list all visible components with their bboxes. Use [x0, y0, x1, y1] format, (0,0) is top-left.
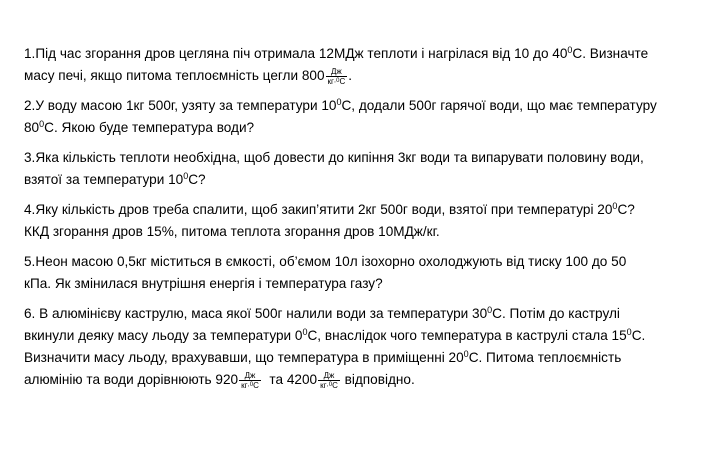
problem-2-line-1: 2.У воду масою 1кг 500г, узяту за температури $10^0С$, додали 500г гарячої води, що має температуру [24, 97, 657, 113]
degree-superscript: 0 [183, 171, 189, 181]
degree-superscript: 0 [302, 327, 308, 337]
problem-5-line-1: 5.Неон масою 0,5кг міститься в ємкості, об’ємом 10л ізохорно охолоджують від тиску 100 до 50 [24, 254, 627, 269]
degree-superscript: 0 [567, 45, 573, 55]
problem-2 [24, 95, 694, 139]
degree-superscript: 0 [612, 201, 618, 211]
unit-fraction [239, 371, 261, 390]
problem-4 [24, 199, 694, 243]
fraction-denominator: кг∙$^0$С [327, 77, 346, 86]
degree-superscript: 0 [336, 97, 342, 107]
fraction-denominator: кг∙$^0$С [241, 381, 259, 390]
fraction-denominator: кг∙$^0$С [320, 381, 338, 390]
problem-3-line-2: взятої за температури $10^0С$? [24, 171, 206, 187]
problem-1-line-2: масу печі, якщо питома теплоємність цегли 800 $\frac{Дж}{кг\cdot^0С}$ . [24, 67, 353, 86]
problem-4-line-1: 4.Яку кількість дров треба спалити, щоб закип’ятити 2кг 500г води, взятої при температурі $20^0С$? [24, 201, 635, 217]
degree-superscript: 0 [626, 327, 632, 337]
problem-4-line-2: ККД згорання дров 15%, питома теплота згорання дров 10МДж/кг. [24, 224, 440, 239]
problem-sheet [24, 43, 694, 399]
degree-superscript: 0 [487, 305, 493, 315]
unit-fraction [326, 67, 348, 86]
problem-6 [24, 303, 694, 391]
fraction-numerator: Дж [244, 371, 256, 380]
problem-5-line-2: кПа. Як змінилася внутрішня енергія і температура газу? [24, 276, 383, 291]
degree-superscript: 0 [463, 349, 469, 359]
problem-6-line-1: 6. В алюмінієву каструлю, маса якої 500г налили води за температури $30^0С$. Потім до каструлі [24, 305, 620, 321]
unit-fraction [318, 371, 340, 390]
problem-1 [24, 43, 694, 87]
fraction-numerator: Дж [331, 67, 342, 76]
problem-6-line-4: алюмінію та води дорівнюють 920 $\frac{Дж}{кг\cdot^0С}$ та 4200 $\frac{Дж}{кг\cdot^0С}$ відповідно. [24, 371, 415, 390]
problem-2-line-2: $80^0С$. Якою буде температура води? [24, 119, 255, 135]
problem-1-line-1: 1.Під час згорання дров цегляна піч отримала 12МДж теплоти і нагрілася від 10 до $40^0С$. Визначте [24, 45, 649, 61]
fraction-numerator: Дж [323, 371, 335, 380]
problem-5 [24, 251, 694, 295]
problem-6-line-2: вкинули деяку масу льоду за температури $0^0С$, внаслідок чого температура в каструлі стала $15^0С$. [24, 327, 646, 343]
problem-6-line-3: Визначити масу льоду, врахувавши, що температура в приміщенні $20^0С$. Питома теплоємність [24, 349, 622, 365]
degree-superscript: 0 [39, 119, 45, 129]
problem-3 [24, 147, 694, 191]
problem-3-line-1: 3.Яка кількість теплоти необхідна, щоб довести до кипіння 3кг води та випарувати половину води, [24, 150, 644, 165]
